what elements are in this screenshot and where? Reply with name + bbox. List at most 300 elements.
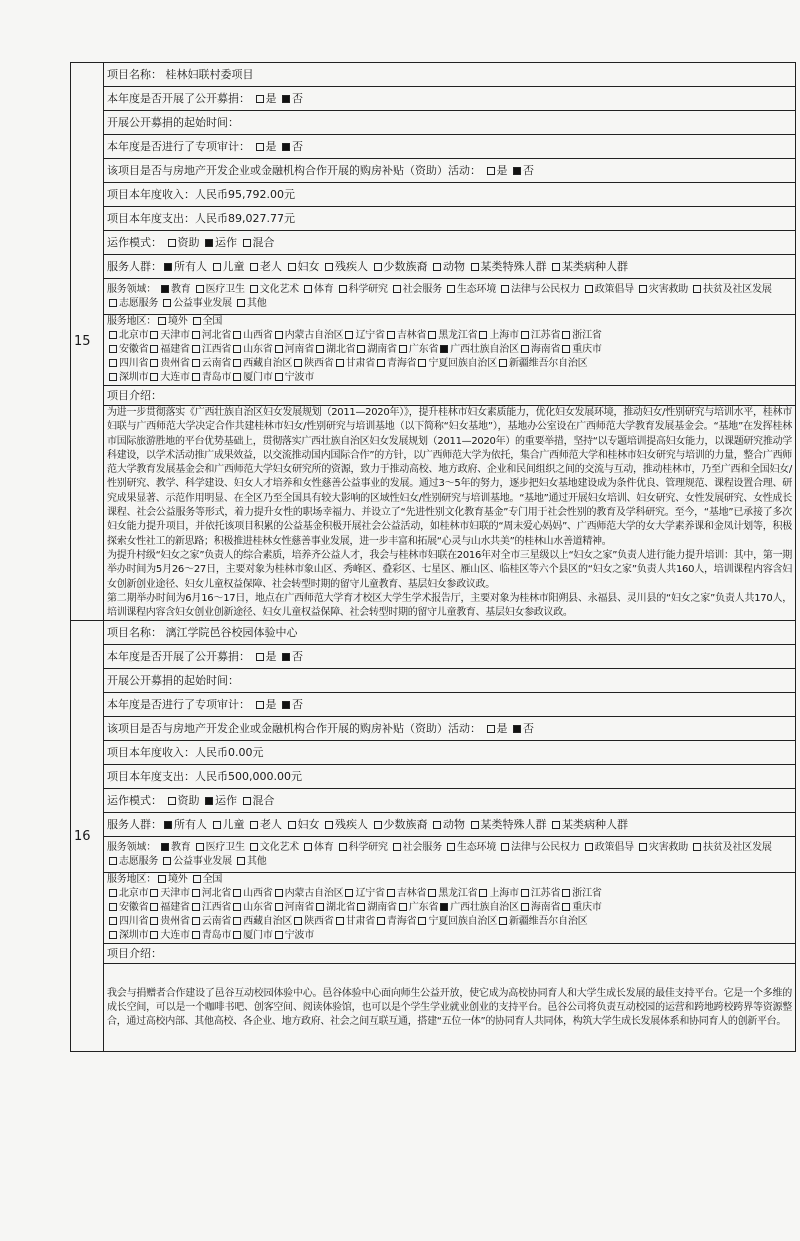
project-number-text: 15 <box>74 334 91 350</box>
group-checkbox[interactable] <box>213 821 221 829</box>
group-option <box>248 260 282 273</box>
field-cell <box>104 406 796 621</box>
region-checkbox[interactable] <box>418 917 426 925</box>
field-option <box>337 284 388 295</box>
field-option <box>583 284 634 295</box>
region-option <box>190 372 231 383</box>
region-checkbox[interactable] <box>192 917 200 925</box>
region-label: 甘肃省 <box>345 358 376 369</box>
group-option-label: 残疾人 <box>335 818 368 832</box>
region-checkbox[interactable] <box>521 903 529 911</box>
field-checkbox[interactable] <box>393 843 401 851</box>
group-checkbox[interactable] <box>374 821 382 829</box>
group-checkbox[interactable] <box>471 263 479 271</box>
group-checkbox[interactable] <box>164 263 172 271</box>
field-option-label: 体育 <box>313 841 334 853</box>
group-option-label: 所有人 <box>174 818 207 832</box>
project-row <box>71 279 796 315</box>
yes-label: 是 <box>265 140 277 153</box>
field-checkbox[interactable] <box>196 285 204 293</box>
yes-checkbox[interactable] <box>256 143 264 151</box>
region-label: 宁夏回族自治区 <box>428 358 498 369</box>
field-cell <box>104 964 796 1052</box>
region-checkbox[interactable] <box>150 931 158 939</box>
region-option <box>231 888 272 899</box>
region-checkbox[interactable] <box>377 359 385 367</box>
project-row <box>71 717 796 741</box>
project-table <box>70 62 796 1052</box>
field-checkbox[interactable] <box>339 285 347 293</box>
region-label: 安徽省 <box>119 902 149 914</box>
field-checkbox[interactable] <box>109 299 117 307</box>
field-option-label: 医疗卫生 <box>205 841 245 853</box>
field-cell <box>104 255 796 279</box>
region-checkbox[interactable] <box>233 917 241 925</box>
project-row <box>71 386 796 406</box>
mode-checkbox[interactable] <box>168 797 176 805</box>
region-checkbox[interactable] <box>233 359 241 367</box>
no-label: 否 <box>292 140 303 153</box>
region-checkbox[interactable] <box>562 889 570 897</box>
region-label: 河北省 <box>201 888 232 900</box>
project-name-label: 项目名称： <box>107 626 162 640</box>
region-checkbox[interactable] <box>316 345 324 353</box>
region-checkbox[interactable] <box>345 331 353 339</box>
region-option <box>148 888 189 899</box>
group-checkbox[interactable] <box>433 263 441 271</box>
field-cell <box>104 183 796 207</box>
group-option <box>323 260 368 273</box>
field-option <box>499 284 580 295</box>
region-label: 江苏省 <box>530 330 561 341</box>
field-option-label: 其他 <box>246 297 267 309</box>
field-cell <box>104 63 796 87</box>
field-cell <box>104 669 796 693</box>
project-row <box>71 837 796 873</box>
group-option-label: 少数族裔 <box>383 260 428 273</box>
mode-option <box>203 236 237 249</box>
mode-label: 运作模式： <box>107 236 162 249</box>
project-row <box>71 231 796 255</box>
mode-option-label: 混合 <box>252 794 275 808</box>
region-label: 内蒙古自治区 <box>284 888 344 900</box>
region-checkbox[interactable] <box>387 889 395 897</box>
group-checkbox[interactable] <box>213 263 221 271</box>
region-option <box>273 344 314 355</box>
region-checkbox[interactable] <box>109 359 117 367</box>
field-option-label: 生态环境 <box>456 841 497 853</box>
region-option <box>438 902 519 913</box>
field-checkbox[interactable] <box>585 843 593 851</box>
group-option-label: 某类病种人群 <box>562 260 628 273</box>
project-row <box>71 789 796 813</box>
mode-option <box>166 236 200 249</box>
region-checkbox[interactable] <box>521 331 529 339</box>
region-checkbox[interactable] <box>428 331 436 339</box>
region-checkbox[interactable] <box>275 931 283 939</box>
no-label: 否 <box>523 722 534 736</box>
region-option <box>190 888 231 899</box>
region-checkbox[interactable] <box>150 889 158 897</box>
region-scope-checkbox[interactable] <box>158 317 166 325</box>
group-option-label: 某类特殊人群 <box>480 260 547 273</box>
region-option <box>438 344 519 355</box>
field-checkbox[interactable] <box>339 843 347 851</box>
region-checkbox[interactable] <box>499 359 507 367</box>
region-checkbox[interactable] <box>357 903 365 911</box>
region-checkbox[interactable] <box>192 331 200 339</box>
mode-checkbox[interactable] <box>243 239 251 247</box>
region-label: 上海市 <box>489 888 519 900</box>
field-option <box>391 284 442 295</box>
region-label: 湖南省 <box>367 902 397 914</box>
field-option-label: 政策倡导 <box>594 841 634 853</box>
region-checkbox[interactable] <box>399 903 407 911</box>
region-checkbox[interactable] <box>387 331 395 339</box>
field-option-label: 科学研究 <box>348 283 388 295</box>
field-option <box>107 298 158 309</box>
region-option <box>292 916 333 927</box>
mode-checkbox[interactable] <box>205 797 213 805</box>
group-checkbox[interactable] <box>288 263 296 271</box>
project-number <box>71 63 104 621</box>
region-checkbox[interactable] <box>418 359 426 367</box>
region-checkbox[interactable] <box>233 889 241 897</box>
field-option-label: 社会服务 <box>402 283 442 295</box>
field-checkbox[interactable] <box>161 843 169 851</box>
group-checkbox[interactable] <box>433 821 441 829</box>
region-label: 青岛市 <box>201 372 232 383</box>
field-checkbox[interactable] <box>639 285 647 293</box>
group-checkbox[interactable] <box>288 821 296 829</box>
group-option <box>211 818 245 831</box>
field-option <box>691 842 772 853</box>
group-checkbox[interactable] <box>552 263 560 271</box>
housing-question: 该项目是否与房地产开发企业或金融机构合作开展的购房补贴（资助）活动： <box>107 722 481 736</box>
group-checkbox[interactable] <box>250 263 258 271</box>
region-label: 山东省 <box>243 902 273 914</box>
yes-checkbox[interactable] <box>256 95 264 103</box>
region-option <box>519 330 560 341</box>
field-option-label: 教育 <box>170 283 191 295</box>
no-checkbox[interactable] <box>282 701 290 709</box>
region-label: 陕西省 <box>304 358 334 369</box>
no-checkbox[interactable] <box>282 95 290 103</box>
field-checkbox[interactable] <box>304 843 312 851</box>
region-checkbox[interactable] <box>562 331 570 339</box>
field-cell <box>104 111 796 135</box>
fundraise-question: 本年度是否开展了公开募捐： <box>107 650 250 664</box>
region-scope-option <box>156 316 188 327</box>
project-row <box>71 315 796 386</box>
field-checkbox[interactable] <box>693 285 701 293</box>
field-checkbox[interactable] <box>250 285 258 293</box>
field-cell <box>104 386 796 406</box>
no-label: 否 <box>292 650 303 664</box>
region-option <box>190 930 231 941</box>
field-option <box>583 842 634 853</box>
region-label: 贵州省 <box>160 358 190 369</box>
field-option <box>691 284 772 295</box>
region-checkbox[interactable] <box>479 331 487 339</box>
region-checkbox[interactable] <box>440 903 448 911</box>
expense-value: 项目本年度支出：人民币89,027.77元 <box>107 212 295 225</box>
group-option-label: 所有人 <box>174 260 207 273</box>
region-label: 重庆市 <box>572 344 602 355</box>
field-checkbox[interactable] <box>163 299 171 307</box>
region-checkbox[interactable] <box>428 889 436 897</box>
group-checkbox[interactable] <box>552 821 560 829</box>
region-checkbox[interactable] <box>336 917 344 925</box>
group-option <box>162 818 207 831</box>
region-option <box>190 916 231 927</box>
region-scope-checkbox[interactable] <box>193 317 201 325</box>
group-checkbox[interactable] <box>164 821 172 829</box>
field-checkbox[interactable] <box>196 843 204 851</box>
region-checkbox[interactable] <box>399 345 407 353</box>
region-label: 天津市 <box>160 330 190 341</box>
region-scope-option <box>156 874 188 885</box>
region-option <box>231 344 272 355</box>
region-label: 厦门市 <box>243 372 273 383</box>
field-cell <box>104 621 796 645</box>
region-label: 黑龙江省 <box>438 330 478 341</box>
region-label: 广西壮族自治区 <box>450 902 519 914</box>
intro-paragraph: 为提升村级“妇女之家”负责人的综合素质，培养齐公益人才，我会与桂林市妇联在2016年对全市三星级以上“妇女之家”负责人进行能力提升培训：其中，第一期举办时间为5月26～27日，主要对象为桂林市象山区、秀峰区、叠彩区、七星区、雁山区、临桂区等六个县区的“妇女之家”负责人共160人，培训课程内容含妇女创新创业途径、妇女儿童权益保障、社会转型时期的留守儿童教育、基层妇女参政议政。 <box>107 549 792 590</box>
region-checkbox[interactable] <box>109 903 117 911</box>
region-checkbox[interactable] <box>479 889 487 897</box>
mode-label: 运作模式： <box>107 794 162 808</box>
income-value: 项目本年度收入：人民币95,792.00元 <box>107 188 295 201</box>
region-label: 浙江省 <box>572 888 602 900</box>
no-checkbox[interactable] <box>513 725 521 733</box>
region-checkbox[interactable] <box>109 889 117 897</box>
field-checkbox[interactable] <box>639 843 647 851</box>
region-scope-checkbox[interactable] <box>158 875 166 883</box>
region-checkbox[interactable] <box>150 903 158 911</box>
region-label: 福建省 <box>160 344 190 355</box>
field-checkbox[interactable] <box>237 857 245 865</box>
group-option <box>431 260 465 273</box>
field-checkbox[interactable] <box>447 843 455 851</box>
region-scope-option-label: 全国 <box>202 874 223 886</box>
group-option <box>372 818 428 831</box>
mode-checkbox[interactable] <box>205 239 213 247</box>
groups-label: 服务人群： <box>107 260 162 273</box>
region-checkbox[interactable] <box>336 359 344 367</box>
region-option <box>355 344 396 355</box>
region-checkbox[interactable] <box>109 331 117 339</box>
group-checkbox[interactable] <box>471 821 479 829</box>
fundraise-question: 本年度是否开展了公开募捐： <box>107 92 250 105</box>
field-checkbox[interactable] <box>250 843 258 851</box>
region-option <box>231 330 272 341</box>
region-checkbox[interactable] <box>192 345 200 353</box>
region-checkbox[interactable] <box>109 373 117 381</box>
group-option <box>248 818 282 831</box>
region-checkbox[interactable] <box>275 889 283 897</box>
field-cell <box>104 765 796 789</box>
field-checkbox[interactable] <box>304 285 312 293</box>
no-label: 否 <box>523 164 534 177</box>
region-checkbox[interactable] <box>275 373 283 381</box>
region-option <box>314 902 355 913</box>
region-checkbox[interactable] <box>109 931 117 939</box>
group-checkbox[interactable] <box>325 821 333 829</box>
region-option <box>231 930 272 941</box>
region-checkbox[interactable] <box>192 931 200 939</box>
region-checkbox[interactable] <box>150 373 158 381</box>
no-checkbox[interactable] <box>282 143 290 151</box>
region-option <box>190 902 231 913</box>
region-checkbox[interactable] <box>377 917 385 925</box>
region-checkbox[interactable] <box>316 903 324 911</box>
region-checkbox[interactable] <box>233 331 241 339</box>
intro-label: 项目介绍： <box>107 389 162 402</box>
group-option-label: 妇女 <box>297 260 320 273</box>
region-label: 深圳市 <box>119 930 149 942</box>
field-checkbox[interactable] <box>585 285 593 293</box>
group-checkbox[interactable] <box>374 263 382 271</box>
group-checkbox[interactable] <box>250 821 258 829</box>
region-option <box>273 930 314 941</box>
field-checkbox[interactable] <box>161 285 169 293</box>
group-option <box>286 260 320 273</box>
region-checkbox[interactable] <box>150 331 158 339</box>
project-row <box>71 87 796 111</box>
field-option <box>161 298 232 309</box>
field-checkbox[interactable] <box>163 857 171 865</box>
region-label: 青海省 <box>387 916 417 928</box>
region-checkbox[interactable] <box>357 345 365 353</box>
field-cell <box>104 645 796 669</box>
project-row <box>71 813 796 837</box>
region-checkbox[interactable] <box>440 345 448 353</box>
no-checkbox[interactable] <box>282 653 290 661</box>
region-label: 宁波市 <box>284 372 315 383</box>
region-label: 重庆市 <box>572 902 602 914</box>
fields-label: 服务领域： <box>107 283 156 295</box>
region-section-label: 服务地区： <box>107 316 156 327</box>
region-checkbox[interactable] <box>275 903 283 911</box>
region-label: 西藏自治区 <box>243 916 293 928</box>
region-option <box>426 888 477 899</box>
region-checkbox[interactable] <box>192 359 200 367</box>
region-label: 宁波市 <box>284 930 315 942</box>
region-checkbox[interactable] <box>109 345 117 353</box>
region-checkbox[interactable] <box>233 373 241 381</box>
region-label: 河南省 <box>284 902 315 914</box>
region-checkbox[interactable] <box>521 889 529 897</box>
no-checkbox[interactable] <box>513 167 521 175</box>
mode-checkbox[interactable] <box>168 239 176 247</box>
region-checkbox[interactable] <box>294 359 302 367</box>
field-option-label: 政策倡导 <box>594 283 634 295</box>
region-label: 安徽省 <box>119 344 149 355</box>
region-option <box>148 358 189 369</box>
field-checkbox[interactable] <box>693 843 701 851</box>
region-checkbox[interactable] <box>150 917 158 925</box>
region-option <box>416 358 497 369</box>
field-option-label: 其他 <box>246 855 267 867</box>
project-row <box>71 207 796 231</box>
region-checkbox[interactable] <box>150 359 158 367</box>
yes-checkbox[interactable] <box>256 701 264 709</box>
region-label: 湖北省 <box>326 344 356 355</box>
region-checkbox[interactable] <box>499 917 507 925</box>
region-checkbox[interactable] <box>192 373 200 381</box>
field-option <box>161 856 232 867</box>
field-option-label: 社会服务 <box>402 841 442 853</box>
region-option <box>519 902 560 913</box>
region-checkbox[interactable] <box>294 917 302 925</box>
field-option <box>445 284 496 295</box>
region-checkbox[interactable] <box>109 917 117 925</box>
region-checkbox[interactable] <box>562 903 570 911</box>
project-row <box>71 873 796 944</box>
yes-checkbox[interactable] <box>256 653 264 661</box>
field-option <box>302 284 334 295</box>
region-checkbox[interactable] <box>192 903 200 911</box>
region-option <box>497 358 587 369</box>
field-checkbox[interactable] <box>501 843 509 851</box>
group-checkbox[interactable] <box>325 263 333 271</box>
region-option <box>107 330 148 341</box>
group-option-label: 动物 <box>443 260 465 273</box>
field-option-label: 公益事业发展 <box>173 855 232 867</box>
region-checkbox[interactable] <box>345 889 353 897</box>
project-row <box>71 944 796 964</box>
field-option <box>391 842 442 853</box>
field-checkbox[interactable] <box>447 285 455 293</box>
group-option-label: 残疾人 <box>335 260 368 273</box>
intro-paragraph: 第二期举办时间为6月16～17日，地点在广西师范大学育才校区大学生学术报告厅，主要对象为桂林市阳朔县、永福县、灵川县的“妇女之家”负责人共170人，培训课程内容含妇女创业创新途径、妇女儿童权益保障、社会转型时期的留守儿童教育、基层妇女参政议政。 <box>107 592 792 619</box>
region-checkbox[interactable] <box>562 345 570 353</box>
field-option-label: 灾害救助 <box>648 283 689 295</box>
region-checkbox[interactable] <box>233 931 241 939</box>
project-row <box>71 159 796 183</box>
region-option <box>397 344 438 355</box>
region-option <box>273 902 314 913</box>
income-value: 项目本年度收入：人民币0.00元 <box>107 746 264 760</box>
mode-checkbox[interactable] <box>243 797 251 805</box>
region-checkbox[interactable] <box>275 345 283 353</box>
intro-paragraph: 为进一步贯彻落实《广西壮族自治区妇女发展规划（2011—2020年）》，提升桂林市妇女素质能力，优化妇女发展环境，推动妇女/性别研究与培训水平，桂林市妇联与广西师范大学决定合作共建桂林市妇女/性别研究与培训基地（以下简称“妇女基地”），基地办公室设在广西师范大学教育发展基金会。“基地”在发挥桂林市国际旅游胜地的平台优势基础上，贯彻落实广西壮族自治区妇女发展规划（2011—2020年）的重要举措，坚持“以专题培训提高妇女能力，以课题研究推动学科建设，以学术活动推广成果效益，以交流推动国内国际合作”的方针，以广西师范大学为依托，集合广西师范大学和桂林市妇女研究与培训的力量，整合广西师范大学教育发展基金会和广西师范大学妇女研究所的资源，致力于推动高校、地方政府、企业和民间组织之间的交流与互动，推动桂林市，乃至广西和全国妇女/性别研究、教学、科学建设、妇女人才培养和女性慈善公益事业的发展。通过3～5年的努力，逐步把妇女基地建设成为条件优良、管理规范、课程设置合理、研究成果显著、示范作用明显、在全区乃至全国具有较大影响的区域性妇女/性别研究与培训基地。“基地”通过开展妇女培训、妇女研究、女性发展研究、女性成长课程、社会公益服务等形式，着力提升女性的职场幸福力、并设立了“先进性别文化教育基金”专门用于社会性别的教育及学科研究。至今，“基地”已承接了多次妇女能力提升项目，并依托该项目积累的公益基金积极开展社会公益活动，如桂林市妇联的“周末爱心妈妈”、广西师范大学的女大学素养课和金凤计划等，积极探索女性社工的新思路；积极推进桂林女性慈善事业发展，进一步丰富和拓展“心灵与山水共美”的桂林山水善道精神。 <box>107 407 792 547</box>
no-label: 否 <box>292 92 303 105</box>
project-row <box>71 741 796 765</box>
region-checkbox[interactable] <box>150 345 158 353</box>
field-checkbox[interactable] <box>393 285 401 293</box>
region-checkbox[interactable] <box>233 345 241 353</box>
field-checkbox[interactable] <box>109 857 117 865</box>
field-option-label: 扶贫及社区发展 <box>703 283 772 295</box>
yes-checkbox[interactable] <box>487 725 495 733</box>
region-checkbox[interactable] <box>233 903 241 911</box>
yes-checkbox[interactable] <box>487 167 495 175</box>
region-option <box>519 344 560 355</box>
yes-label: 是 <box>265 698 277 712</box>
region-label: 新疆维吾尔自治区 <box>509 358 588 369</box>
region-checkbox[interactable] <box>521 345 529 353</box>
region-checkbox[interactable] <box>192 889 200 897</box>
region-checkbox[interactable] <box>275 331 283 339</box>
field-checkbox[interactable] <box>237 299 245 307</box>
region-option <box>355 902 396 913</box>
group-option <box>323 818 368 831</box>
region-scope-checkbox[interactable] <box>193 875 201 883</box>
field-checkbox[interactable] <box>501 285 509 293</box>
region-option <box>477 330 518 341</box>
